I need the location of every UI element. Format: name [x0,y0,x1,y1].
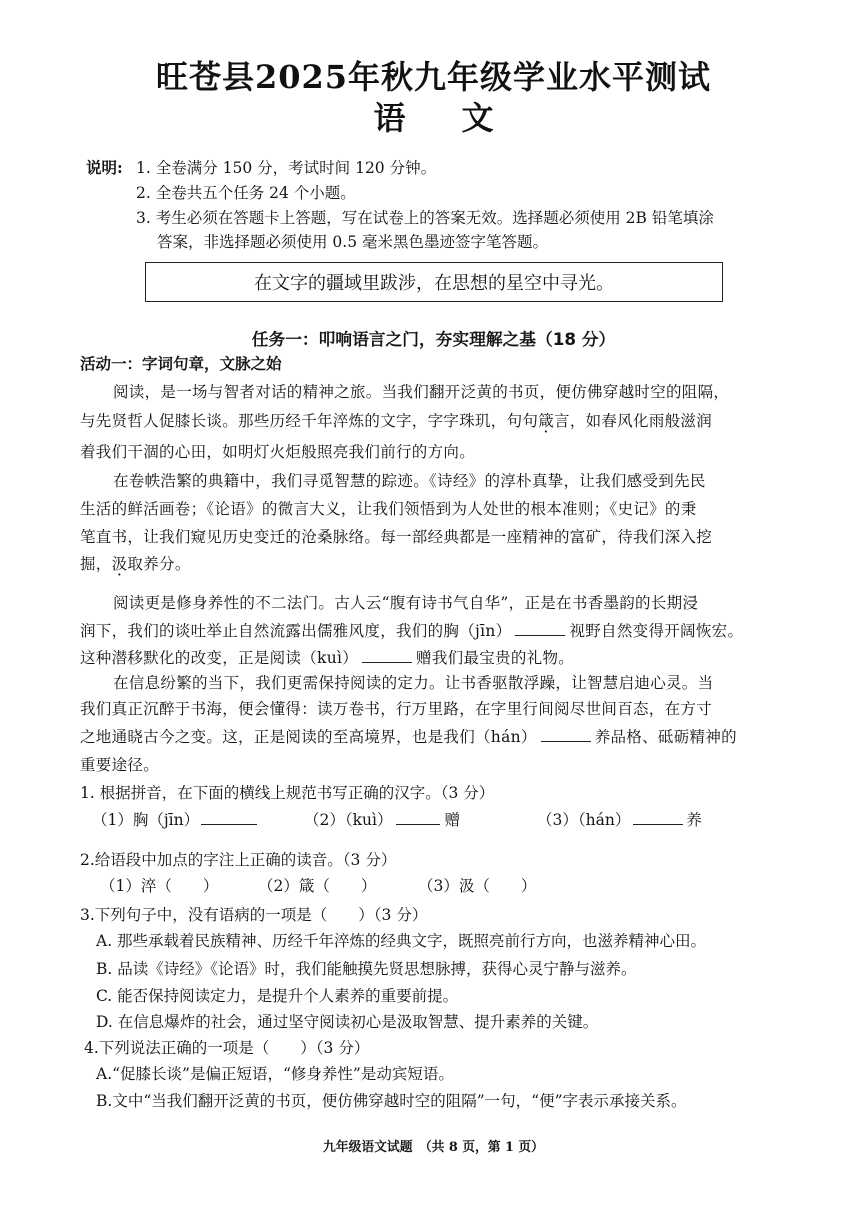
passage-line: 与先贤哲人促膝长谈。那些历经千年淬炼的文字，字字珠玑，句句箴言，如春风化雨般滋润 [80,412,713,430]
question-2-stem: 2.给语段中加点的字注上正确的读音。（3 分） [80,851,397,869]
passage-line: 在信息纷繁的当下，我们更需保持阅读的定力。让书香驱散浮躁，让智慧启迪心灵。当 [113,674,714,692]
motto-text: 在文字的疆域里跋涉，在思想的星空中寻光。 [254,273,614,294]
instruction-item: 答案，非选择题必须使用 0.5 毫米黑色墨迹签字笔答题。 [157,233,549,251]
passage-line: 阅读，是一场与智者对话的精神之旅。当我们翻开泛黄的书页，便仿佛穿越时空的阻隔， [113,383,730,401]
question-1-stem: 1. 根据拼音，在下面的横线上规范书写正确的汉字。（3 分） [80,784,495,802]
passage-line: 之地通晓古今之变。这，正是阅读的至高境界，也是我们（hán） 养品格、砥砺精神的 [80,728,737,746]
instruction-item: 1. 全卷满分 150 分，考试时间 120 分钟。 [136,159,437,177]
motto-box [145,262,723,302]
answer-blank [515,621,565,636]
question-1-item: （3）（hán） 养 [537,811,702,829]
subject-title: 语文 [373,99,550,137]
passage-line: 掘，汲取养分。 [80,555,191,573]
question-1-item: （1）胸（jīn） [92,808,257,830]
question-3-option[interactable]: B. 品读《诗经》《论语》时，我们能触摸先贤思想脉搏，获得心灵宁静与滋养。 [96,960,637,978]
passage-line: 我们真正沉醉于书海，便会懂得：读万卷书，行万里路，在字里行间阅尽世间百态，在方寸 [80,700,713,718]
passage-line: 这种潜移默化的改变，正是阅读（kuì） 赠我们最宝贵的礼物。 [80,649,575,667]
passage-line: 着我们干涸的心田，如明灯火炬般照亮我们前行的方向。 [80,443,476,461]
question-4-stem: 4.下列说法正确的一项是（ ）（3 分） [84,1039,370,1057]
page-footer: 九年级语文试题 （共 8 页，第 1 页） [323,1140,544,1155]
question-4-option[interactable]: A.“促膝长谈”是偏正短语，“修身养性”是动宾短语。 [96,1065,454,1083]
passage-line: 在卷帙浩繁的典籍中，我们寻觅智慧的踪迹。《诗经》的淳朴真挚，让我们感受到先民 [113,472,706,490]
passage-line: 润下，我们的谈吐举止自然流露出儒雅风度，我们的胸（jīn） 视野自然变得开阔恢宏。 [80,622,744,640]
question-2-item: （1）淬（ ） [100,877,219,895]
activity-title: 活动一：字词句章，文脉之始 [80,355,282,373]
question-3-option[interactable]: A. 那些承载着民族精神、历经千年淬炼的经典文字，既照亮前行方向，也滋养精神心田。 [96,932,707,950]
instructions-label: 说明: [86,158,123,177]
passage-line: 生活的鲜活画卷；《论语》的微言大义，让我们领悟到为人处世的根本准则；《史记》的秉 [80,500,697,518]
answer-blank[interactable] [633,810,683,825]
task-title: 任务一：叩响语言之门，夯实理解之基（18 分） [251,329,616,349]
question-2-item: （2）箴（ ） [258,877,377,895]
instruction-item: 3. 考生必须在答题卡上答题，写在试卷上的答案无效。选择题必须使用 2B 铅笔填涂 [136,209,714,227]
question-3-option[interactable]: C. 能否保持阅读定力，是提升个人素养的重要前提。 [96,987,459,1005]
passage-line: 重要途径。 [80,756,160,774]
question-3-stem: 3.下列句子中，没有语病的一项是（ ）（3 分） [80,906,428,924]
question-1-item: （2）（kuì） 赠 [304,811,460,829]
answer-blank [362,648,412,663]
dotted-char: 箴 [538,412,555,430]
passage-line: 阅读更是修身养性的不二法门。古人云“腹有诗书气自华”，正是在书香墨韵的长期浸 [113,594,699,612]
question-4-option[interactable]: B.文中“当我们翻开泛黄的书页，便仿佛穿越时空的阻隔”一句，“便”字表示承接关系。 [96,1092,687,1110]
dotted-char: 汲 [111,555,128,573]
answer-blank[interactable] [396,810,440,825]
answer-blank [541,727,591,742]
instruction-item: 2. 全卷共五个任务 24 个小题。 [136,184,356,202]
exam-title: 旺苍县2025年秋九年级学业水平测试 [155,58,712,96]
question-2-item: （3）汲（ ） [418,877,537,895]
question-3-option[interactable]: D. 在信息爆炸的社会，通过坚守阅读初心是汲取智慧、提升素养的关键。 [96,1013,599,1031]
answer-blank[interactable] [201,810,257,825]
passage-line: 笔直书，让我们窥见历史变迁的沧桑脉络。每一部经典都是一座精神的富矿，待我们深入挖 [80,528,713,546]
